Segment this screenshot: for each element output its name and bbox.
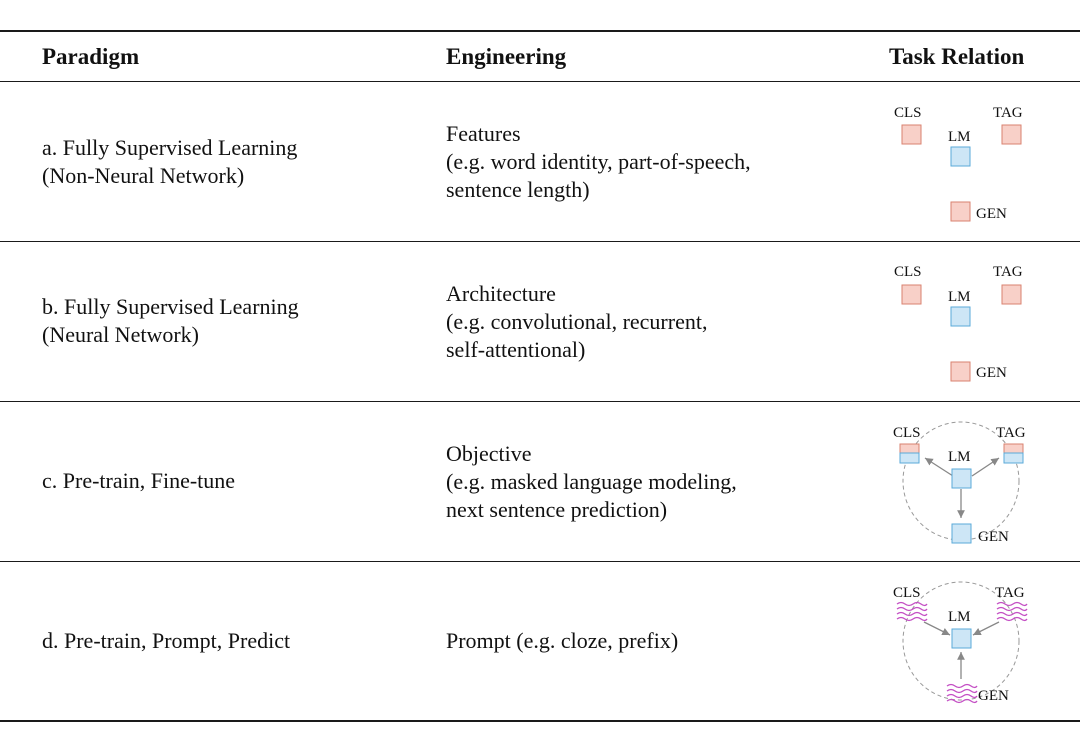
row-a-paradigm <box>42 134 297 190</box>
tag-label: TAG <box>996 425 1026 441</box>
cls-label: CLS <box>893 585 921 601</box>
header-rule <box>0 81 1080 82</box>
table-top-rule <box>0 30 1080 32</box>
tag-backbone-box <box>1004 453 1023 463</box>
header-engineering: Engineering <box>446 44 567 69</box>
cls-to-lm-arrow <box>924 622 950 635</box>
lm-to-tag-arrow <box>972 458 999 476</box>
gen-label: GEN <box>978 529 1009 545</box>
lm-box <box>951 147 970 166</box>
gen-label: GEN <box>976 206 1007 222</box>
row-a-engineering-line-2: (e.g. word identity, part-of-speech, <box>446 149 751 174</box>
row-c-engineering-line-2: (e.g. masked language modeling, <box>446 469 737 494</box>
row-b-paradigm <box>42 293 299 349</box>
row-c-paradigm-line-1: c. Pre-train, Fine-tune <box>42 468 236 493</box>
tag-label: TAG <box>993 105 1023 121</box>
lm-label: LM <box>948 609 971 625</box>
row-d-task-diagram <box>880 574 1040 714</box>
row-a-task-diagram <box>880 95 1040 235</box>
row-c-task-diagram <box>880 414 1040 554</box>
tag-to-lm-arrow <box>973 622 999 635</box>
lm-label: LM <box>948 289 971 305</box>
row-d-engineering-line-1: Prompt (e.g. cloze, prefix) <box>446 628 679 653</box>
row-c-engineering-line-3: next sentence prediction) <box>446 497 668 522</box>
lm-label: LM <box>948 449 971 465</box>
row-b-engineering-line-2: (e.g. convolutional, recurrent, <box>446 309 708 334</box>
tag-prompt-wave-icon <box>997 603 1027 621</box>
row-b-task-diagram <box>880 255 1040 395</box>
cls-task-box <box>902 125 921 144</box>
gen-box <box>952 524 971 543</box>
row-d-paradigm-line-1: d. Pre-train, Prompt, Predict <box>42 628 291 653</box>
gen-task-box <box>951 362 970 381</box>
row-separator <box>0 561 1080 562</box>
tag-task-box <box>1002 285 1021 304</box>
cls-head-box <box>900 444 919 453</box>
lm-label: LM <box>948 129 971 145</box>
gen-task-box <box>951 202 970 221</box>
row-d-engineering <box>446 627 678 655</box>
prompt-diagram <box>880 574 1040 714</box>
lm-box <box>952 629 971 648</box>
finetune-diagram <box>880 414 1040 554</box>
row-a-paradigm-line-2: (Non-Neural Network) <box>42 163 245 188</box>
row-c-engineering <box>446 440 737 524</box>
cls-label: CLS <box>894 105 922 121</box>
row-c-engineering-line-1: Objective <box>446 441 532 466</box>
row-separator <box>0 401 1080 402</box>
lm-box <box>952 469 971 488</box>
tag-label: TAG <box>993 264 1023 280</box>
cls-label: CLS <box>894 264 922 280</box>
table-bottom-rule <box>0 720 1080 722</box>
row-b-engineering-line-3: self-attentional) <box>446 337 586 362</box>
row-a-engineering <box>446 120 751 204</box>
row-b-engineering-line-1: Architecture <box>446 281 556 306</box>
row-b-paradigm-line-1: b. Fully Supervised Learning <box>42 294 299 319</box>
row-b-paradigm-line-2: (Neural Network) <box>42 322 199 347</box>
row-a-paradigm-line-1: a. Fully Supervised Learning <box>42 135 298 160</box>
cls-task-box <box>902 285 921 304</box>
cls-prompt-wave-icon <box>897 603 927 621</box>
gen-label: GEN <box>978 688 1009 704</box>
separate-tasks-diagram <box>880 95 1040 235</box>
header-paradigm: Paradigm <box>42 44 140 69</box>
row-a-engineering-line-3: sentence length) <box>446 177 590 202</box>
tag-label: TAG <box>995 585 1025 601</box>
tag-head-box <box>1004 444 1023 453</box>
row-d-paradigm <box>42 627 290 655</box>
row-b-engineering <box>446 280 707 364</box>
cls-label: CLS <box>893 425 921 441</box>
row-c-paradigm <box>42 467 235 495</box>
separate-tasks-diagram <box>880 255 1040 395</box>
row-separator <box>0 241 1080 242</box>
lm-box <box>951 307 970 326</box>
header-task-relation: Task Relation <box>889 44 1025 69</box>
gen-prompt-wave-icon <box>947 685 977 703</box>
tag-task-box <box>1002 125 1021 144</box>
gen-label: GEN <box>976 365 1007 381</box>
row-a-engineering-line-1: Features <box>446 121 521 146</box>
cls-backbone-box <box>900 453 919 463</box>
